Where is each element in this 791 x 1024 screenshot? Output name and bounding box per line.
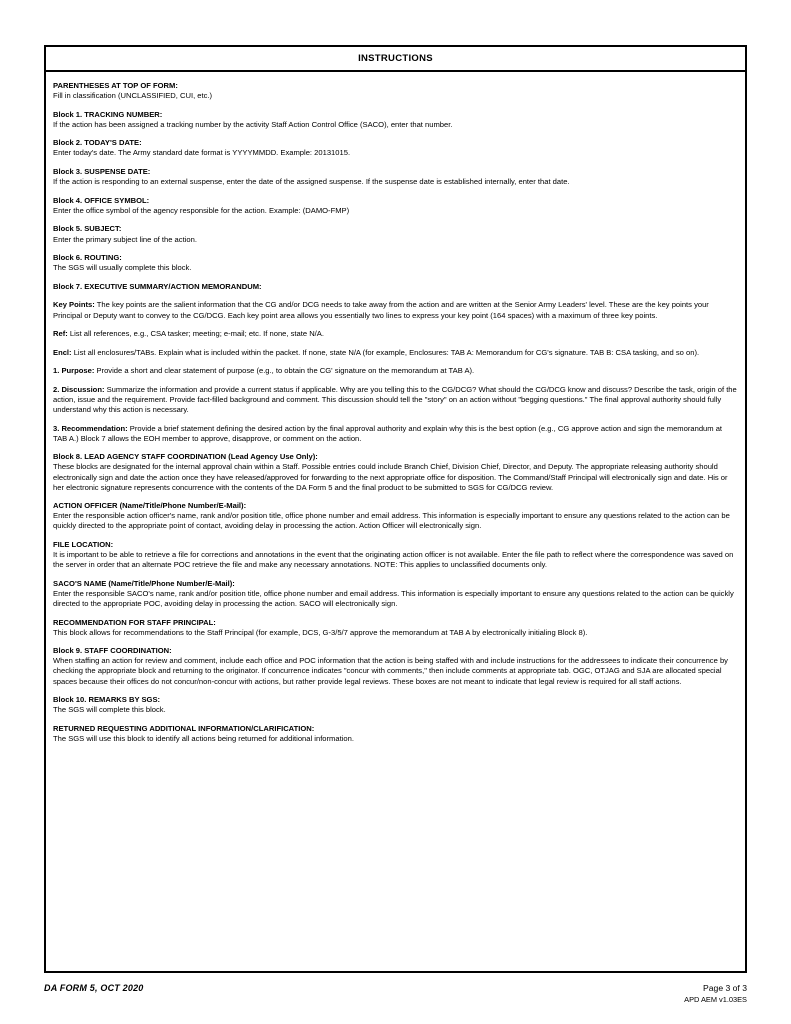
instruction-section [53, 385, 738, 415]
section-body: If the action has been assigned a tracking number by the activity Staff Action Control Office (SACO), enter that number. [53, 119, 453, 129]
section-heading: PARENTHESES AT TOP OF FORM: [53, 81, 178, 90]
section-body: Enter the responsible action officer's name, rank and/or position title, office phone number and email address. This information is especially important to ensure any questions related to the action can be quickly directed to the appropriate point of contact, avoiding delay in processing the action. Action Officer will electronically sign. [53, 511, 730, 531]
instruction-section [53, 540, 738, 570]
instruction-section [53, 618, 738, 638]
instruction-section [53, 366, 738, 376]
section-heading: Block 10. REMARKS BY SGS: [53, 695, 161, 705]
section-body-lead: Ref: [53, 329, 68, 339]
apd-version: APD AEM v1.03ES [684, 994, 747, 1004]
section-body-text: List all references, e.g., CSA tasker; meeting; e-mail; etc. If none, state N/A. [67, 329, 324, 339]
section-body: It is important to be able to retrieve a file for corrections and annotations in the event that the originating action officer is not available. Enter the file path to reflect where the correspondence was saved on the server in order that an alternate POC retrieve the file and make any necessary annotations. NOTE: This applies to unclassified documents only. [53, 550, 734, 570]
instruction-section [53, 646, 738, 686]
instruction-section [53, 424, 738, 444]
section-body: These blocks are designated for the internal approval chain within a Staff. Possible entries could include Branch Chief, Division Chief, Director, and Deputy. The appropriate releasing authority should electronically sign and date the action once they have released/approved for forwarding to the next appropriate office for disposition. The Command/Staff Principal will electronically sign and date. His or her electronic signature represents concurrence with the contents of the DA Form 5 and the final product to be submitted to SGS for CG/DCG review. [53, 462, 728, 492]
section-body: The SGS will use this block to identify all actions being returned for additional information. [53, 733, 354, 743]
section-body: Fill in classification (UNCLASSIFIED, CUI, etc.) [53, 91, 213, 101]
section-body: The SGS will complete this block. [53, 705, 166, 715]
section-body-text: Summarize the information and provide a current status if applicable. Why are you telling this to the CG/DCG? What should the CG/DCG know and discuss? Describe the task, origin of the action, issue and the requirement. Provide fact-filled background and comment. This discussion should tell the "story" on an action without "begging questions." The final approval authority should fully understand why this action is necessary. [53, 384, 737, 415]
instruction-section [53, 348, 738, 358]
instruction-section [53, 224, 738, 244]
section-heading: Block 5. SUBJECT: [53, 224, 122, 234]
section-body-text: List all enclosures/TABs. Explain what is included within the packet. If none, state N/A (for example, Enclosures: TAB A: Memorandum for CG's signature. TAB B: CSA tasking, and so on). [71, 347, 700, 357]
instruction-section [53, 579, 738, 609]
section-body: This block allows for recommendations to the Staff Principal (for example, DCS, G-3/5/7 approve the memorandum at TAB A by electronically initialing Block 8). [53, 627, 588, 637]
section-heading: FILE LOCATION: [53, 540, 114, 549]
section-body-text: Provide a brief statement defining the desired action by the final approval authority and explain why this is the best option (e.g., CG approve action and sign the memorandum at TAB A.) Block 7 allows the EOH member to approve, disapprove, or comment on the action. [53, 423, 723, 443]
section-body [53, 329, 738, 339]
section-body-lead: 2. Discussion: [53, 384, 105, 394]
instructions-header [46, 47, 745, 72]
section-body: Enter today's date. The Army standard date format is YYYYMMDD. Example: 20131015. [53, 148, 351, 158]
instructions-body [46, 72, 745, 757]
section-heading: SACO'S NAME (Name/Title/Phone Number/E-Mail): [53, 578, 235, 588]
section-body [53, 424, 738, 444]
section-body: Enter the office symbol of the agency responsible for the action. Example: (DAMO-FMP) [53, 205, 350, 215]
section-body: Enter the primary subject line of the action. [53, 234, 197, 244]
page-footer [44, 983, 747, 1005]
instruction-section [53, 452, 738, 492]
section-body [53, 348, 738, 358]
section-body [53, 385, 738, 415]
instruction-section [53, 81, 738, 101]
instructions-title: INSTRUCTIONS [358, 53, 433, 64]
section-body: If the action is responding to an external suspense, enter the date of the assigned suspense. If the suspense date is established internally, enter that date. [53, 177, 570, 187]
section-body-lead: 3. Recommendation: [53, 423, 128, 433]
instruction-section [53, 282, 738, 292]
form-identifier: DA FORM 5, OCT 2020 [44, 983, 144, 993]
instruction-section [53, 196, 738, 216]
instruction-section [53, 695, 738, 715]
instruction-section [53, 501, 738, 531]
section-body-text: The key points are the salient information that the CG and/or DCG needs to take away from the action and are written at the Senior Army Leaders' level. These are the key points your Principal or Deputy want to convey to the CG/DCG. Each key point area allows you essentially two lines to express your key point (164 spaces) with a maximum of three key points. [53, 300, 709, 320]
instructions-form-border [44, 45, 747, 973]
section-heading: Block 1. TRACKING NUMBER: [53, 109, 163, 119]
section-heading: RECOMMENDATION FOR STAFF PRINCIPAL: [53, 617, 216, 627]
section-body-lead: Encl: [53, 347, 72, 357]
section-heading: Block 9. STAFF COORDINATION: [53, 646, 172, 656]
instruction-section [53, 329, 738, 339]
section-heading: Block 2. TODAY'S DATE: [53, 138, 142, 148]
section-body: The SGS will usually complete this block. [53, 263, 192, 273]
page-number: Page 3 of 3 [703, 983, 747, 993]
instruction-section [53, 167, 738, 187]
section-heading: Block 3. SUSPENSE DATE: [53, 167, 151, 177]
instruction-section [53, 300, 738, 320]
section-heading: Block 7. EXECUTIVE SUMMARY/ACTION MEMORANDUM: [53, 281, 262, 291]
section-body-lead: 1. Purpose: [53, 366, 95, 376]
section-heading: RETURNED REQUESTING ADDITIONAL INFORMATION/CLARIFICATION: [53, 723, 315, 733]
section-body: When staffing an action for review and comment, include each office and POC information that the action is being staffed with and include instructions for the addressees to indicate their concurrence by checking the appropriate block and returning to the originator. If concurrence indicates "concur with comments," then include comments at appropriate tab. OGC, OTJAG and SJA are allocated special spaces because their offices do not concur/non-concur with actions, but rather provide legal reviews. These boxes are not meant to indicate that legal review is required for all staff actions. [53, 656, 728, 686]
section-body [53, 300, 738, 320]
section-heading: Block 8. LEAD AGENCY STAFF COORDINATION (Lead Agency Use Only): [53, 452, 318, 462]
section-heading: Block 4. OFFICE SYMBOL: [53, 195, 150, 205]
section-body-lead: Key Points: [53, 300, 95, 310]
instruction-section [53, 253, 738, 273]
section-heading: Block 6. ROUTING: [53, 253, 122, 263]
section-body-text: Provide a short and clear statement of purpose (e.g., to obtain the CG' signature on the memorandum at TAB A). [94, 366, 475, 376]
instruction-section [53, 110, 738, 130]
footer-right-group [684, 983, 747, 1005]
instruction-section [53, 724, 738, 744]
section-body: Enter the responsible SACO's name, rank and/or position title, office phone number and email address. This information is especially important to ensure any questions related to the action can be quickly directed to the appropriate POC, avoiding delay in processing the action. SACO will electronically sign. [53, 588, 734, 608]
section-body [53, 366, 738, 376]
section-heading: ACTION OFFICER (Name/Title/Phone Number/E-Mail): [53, 501, 247, 511]
instruction-section [53, 138, 738, 158]
